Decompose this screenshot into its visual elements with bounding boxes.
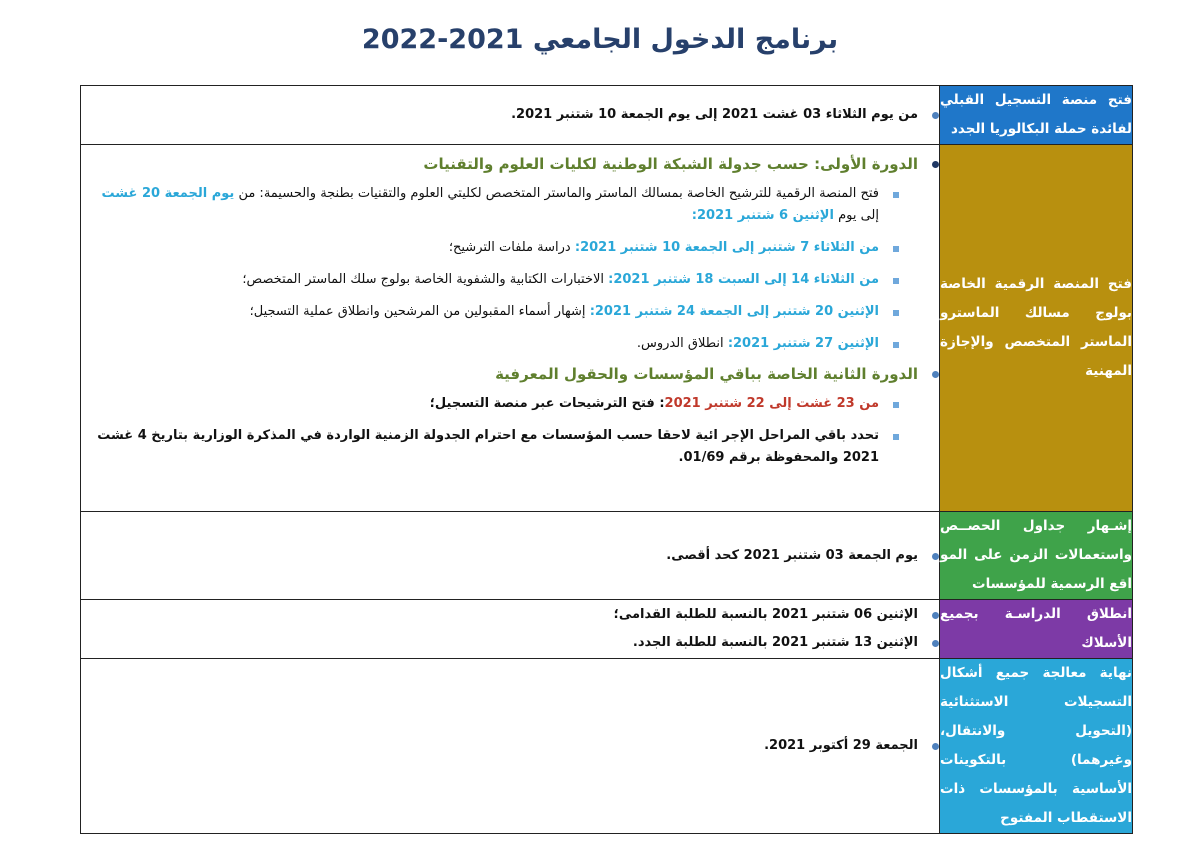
- row-label-text: انطلاق الدراسـة بجميع الأسلاك: [940, 606, 1132, 651]
- bullet-square-icon: [893, 246, 899, 252]
- item-tail-text: إشهار أسماء المقبولين من المرشحين وانطلاق عملية التسجيل؛: [249, 304, 590, 319]
- item-date-highlight: الإثنين 27 شتنبر 2021:: [727, 336, 879, 351]
- bullet-dot-icon: [932, 553, 939, 560]
- list-item: [81, 333, 899, 355]
- list-item: [81, 237, 899, 259]
- bullet-dot-icon: [932, 640, 939, 647]
- list-item-text: [81, 269, 879, 291]
- session-2-heading: [81, 361, 939, 387]
- session-heading-text: الدورة الأولى: حسب جدولة الشبكة الوطنية لكليات العلوم والتقنيات: [423, 155, 918, 173]
- list-item-text: [81, 183, 879, 227]
- bullet-dot-icon: [932, 743, 939, 750]
- list-item-text: [81, 333, 879, 355]
- list-item: [81, 735, 939, 757]
- row-label-text: نهاية معالجة جميع أشكال التسجيلات الاستثنائية (التحويل والانتقال، وغيرهما) بالتكوينات الأساسية بالمؤسسات ذات الاستقطاب المفتوح: [940, 665, 1132, 826]
- bullet-square-icon: [893, 434, 899, 440]
- list-item-text: تحدد باقي المراحل الإجر ائية لاحقا حسب المؤسسات مع احترام الجدولة الزمنية الواردة في المذكرة الوزارية بتاريخ 4 غشت 2021 والمحفوظة برقم 01/69.: [97, 428, 879, 465]
- row-label-text: إشـهار جداول الحصــص واستعمالات الزمن على المو اقع الرسمية للمؤسسات: [940, 518, 1132, 592]
- row-label-timetables: [940, 512, 1133, 600]
- schedule-row-timetables: [81, 512, 1133, 600]
- item-lead-text: فتح المنصة الرقمية للترشيح الخاصة بمسالك الماستر والماستر المتخصص لكليتي العلوم والتقنيات بطنجة والحسيمة: من: [234, 186, 879, 201]
- list-item: [81, 301, 899, 323]
- list-item-text: [81, 237, 879, 259]
- list-item-text: الجمعة 29 أكتوبر 2021.: [764, 738, 918, 753]
- item-date-highlight: الإثنين 20 شتنبر إلى الجمعة 24 شتنبر 2021:: [589, 304, 879, 319]
- schedule-row-study-start: [81, 600, 1133, 659]
- row-content-exceptional-registrations: [81, 659, 940, 834]
- item-date-highlight: من 23 غشت إلى 22 شتنبر 2021: [664, 396, 879, 411]
- row-content-preregistration: [81, 86, 940, 145]
- item-date-highlight: يوم الجمعة 20 غشت: [101, 186, 235, 201]
- item-date-highlight: الإثنين 6 شتنبر 2021:: [691, 208, 834, 223]
- row-content-study-start: [81, 600, 940, 659]
- list-item-text: [81, 393, 879, 415]
- row-label-text: فتح منصة التسجيل القبلي لفائدة حملة البكالوريا الجدد: [940, 92, 1132, 137]
- list-item-text: من يوم الثلاثاء 03 غشت 2021 إلى يوم الجمعة 10 شتنبر 2021.: [511, 107, 918, 122]
- row-label-text: فتح المنصة الرقمية الخاصة بولوج مسالك الماسترو الماستر المتخصص والإجازة المهنية: [940, 276, 1132, 379]
- item-tail-text: دراسة ملفات الترشيح؛: [448, 240, 575, 255]
- row-label-preregistration: [940, 86, 1133, 145]
- bullet-square-icon: [893, 402, 899, 408]
- list-item-text: يوم الجمعة 03 شتنبر 2021 كحد أقصى.: [666, 547, 918, 563]
- bullet-dot-icon: [932, 612, 939, 619]
- row-label-master-platform: [940, 145, 1133, 512]
- bullet-dot-icon: [932, 161, 939, 168]
- row-content-timetables: [81, 512, 940, 600]
- bullet-square-icon: [893, 342, 899, 348]
- list-item-text: الإثنين 13 شتنبر 2021 بالنسبة للطلبة الجدد.: [632, 635, 918, 650]
- item-tail-text: الاختبارات الكتابية والشفوية الخاصة بولوج سلك الماستر المتخصص؛: [242, 272, 609, 287]
- bullet-dot-icon: [932, 371, 939, 378]
- bullet-square-icon: [893, 192, 899, 198]
- list-item: [81, 545, 939, 567]
- page-title: برنامج الدخول الجامعي 2021-2022: [361, 24, 839, 55]
- list-item: [81, 104, 939, 126]
- row-label-study-start: [940, 600, 1133, 659]
- row-label-exceptional-registrations: [940, 659, 1133, 834]
- item-tail-text: انطلاق الدروس.: [636, 336, 728, 351]
- bullet-square-icon: [893, 278, 899, 284]
- item-date-highlight: من الثلاثاء 14 إلى السبت 18 شتنبر 2021:: [608, 272, 879, 287]
- item-mid-text: إلى يوم: [833, 208, 879, 223]
- schedule-row-master-platform: [81, 145, 1133, 512]
- list-item: [81, 393, 899, 415]
- session-heading-text: الدورة الثانية الخاصة بباقي المؤسسات والحقول المعرفية: [495, 365, 918, 383]
- list-item: [81, 269, 899, 291]
- list-item-text: [81, 301, 879, 323]
- schedule-row-exceptional-registrations: [81, 659, 1133, 834]
- session-1-heading: [81, 151, 939, 177]
- bullet-square-icon: [893, 310, 899, 316]
- item-date-highlight: من الثلاثاء 7 شتنبر إلى الجمعة 10 شتنبر 2021:: [574, 240, 879, 255]
- list-item-text: الإثنين 06 شتنبر 2021 بالنسبة للطلبة القدامى؛: [613, 607, 918, 622]
- bullet-dot-icon: [932, 112, 939, 119]
- item-tail-text: : فتح الترشيحات عبر منصة التسجيل؛: [429, 396, 665, 411]
- list-item: [81, 604, 939, 626]
- schedule-table: [80, 85, 1133, 834]
- schedule-row-preregistration: [81, 86, 1133, 145]
- row-content-master-platform: [81, 145, 940, 512]
- list-item: [81, 632, 939, 654]
- list-item: [81, 183, 899, 227]
- list-item: [81, 425, 899, 469]
